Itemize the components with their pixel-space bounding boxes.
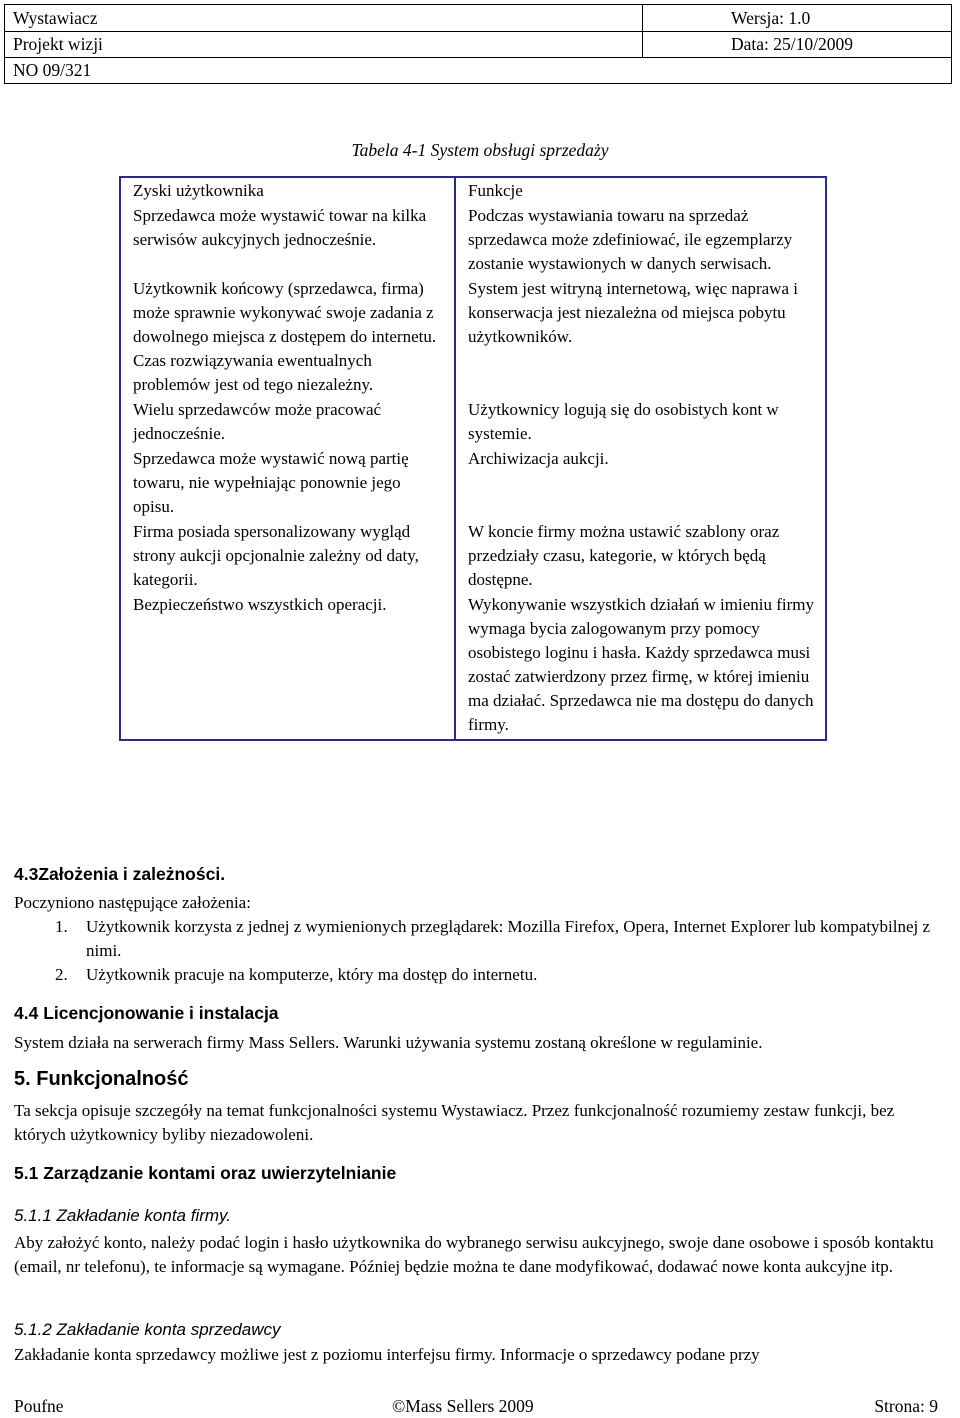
date-label: Data: 25/10/2009 xyxy=(731,34,853,54)
benefit-cell: Bezpieczeństwo wszystkich operacji. xyxy=(120,592,455,740)
document-type: Projekt wizji xyxy=(13,34,103,54)
section-5-1-2-text: Zakładanie konta sprzedawcy możliwe jest z poziomu interfejsu firmy. Informacje o sprzedawcy podane przy xyxy=(14,1345,760,1364)
section-4-3-intro: Poczyniono następujące założenia: xyxy=(14,893,251,912)
table-row xyxy=(120,592,826,740)
header-row-3 xyxy=(5,57,951,83)
page-footer xyxy=(14,1396,946,1418)
sales-system-table xyxy=(119,176,827,741)
table-row xyxy=(120,276,826,397)
benefit-cell: Wielu sprzedawców może pracować jednocześnie. xyxy=(120,397,455,446)
table-header-row xyxy=(120,177,826,203)
feature-cell: System jest witryną internetową, więc naprawa i konserwacja jest niezależna od miejsca pobytu użytkowników. xyxy=(468,279,798,346)
table-row xyxy=(120,397,826,446)
copyright-label: ©Mass Sellers 2009 xyxy=(392,1396,534,1416)
benefit-cell: Użytkownik końcowy (sprzedawca, firma) może sprawnie wykonywać swoje zadania z dowolnego miejsca z dostępem do internetu. Czas rozwiązywania ewentualnych problemów jest od tego niezależny. xyxy=(120,276,455,397)
col-header-features: Funkcje xyxy=(468,181,523,200)
product-name: Wystawiacz xyxy=(13,8,98,28)
section-4-4-heading: 4.4 Licencjonowanie i instalacja xyxy=(14,1003,279,1023)
feature-cell: W koncie firmy można ustawić szablony oraz przedziały czasu, kategorie, w których będą dostępne. xyxy=(468,522,780,589)
section-5-text: Ta sekcja opisuje szczegóły na temat funkcjonalności systemu Wystawiacz. Przez funkcjonalność rozumiemy zestaw funkcji, bez których użytkownicy byliby niezadowoleni. xyxy=(14,1101,895,1144)
list-item: 2. Użytkownik pracuje na komputerze, który ma dostęp do internetu. xyxy=(72,963,946,987)
document-header xyxy=(4,4,952,84)
feature-cell: Podczas wystawiania towaru na sprzedaż sprzedawca może zdefiniować, ile egzemplarzy zostanie wystawionych w danych serwisach. xyxy=(468,206,793,273)
section-5-1-2-heading: 5.1.2 Zakładanie konta sprzedawcy xyxy=(14,1320,281,1339)
header-row-1 xyxy=(5,5,951,32)
assumptions-list xyxy=(14,915,946,987)
section-5-1-2 xyxy=(14,1320,946,1367)
section-4-4 xyxy=(14,1003,946,1055)
feature-cell: Archiwizacja aukcji. xyxy=(468,449,609,468)
header-divider xyxy=(642,5,643,57)
col-header-benefits: Zyski użytkownika xyxy=(120,177,455,203)
confidentiality-label: Poufne xyxy=(14,1396,64,1416)
section-5-1-1 xyxy=(14,1206,946,1279)
document-number: NO 09/321 xyxy=(13,60,92,80)
section-4-3-heading: 4.3Założenia i zależności. xyxy=(14,864,226,884)
feature-cell: Wykonywanie wszystkich działań w imieniu firmy wymaga bycia zalogowanym przy pomocy osobistego loginu i hasła. Każdy sprzedawca musi zostać zatwierdzony przez firmę, w której imieniu ma działać. Sprzedawca nie ma dostępu do danych firmy. xyxy=(468,595,814,734)
table-row xyxy=(120,446,826,519)
version-label: Wersja: 1.0 xyxy=(731,8,811,28)
section-5 xyxy=(14,1068,946,1147)
benefit-cell: Sprzedawca może wystawić towar na kilka serwisów aukcyjnych jednocześnie. xyxy=(120,203,455,276)
section-5-1-1-heading: 5.1.1 Zakładanie konta firmy. xyxy=(14,1206,232,1225)
table-row xyxy=(120,519,826,592)
section-5-1-heading: 5.1 Zarządzanie kontami oraz uwierzytelnianie xyxy=(14,1163,397,1183)
page-number: Strona: 9 xyxy=(874,1396,938,1416)
section-5-1-1-text: Aby założyć konto, należy podać login i hasło użytkownika do wybranego serwisu aukcyjnego, swoje dane osobowe i sposób kontaktu (email, nr telefonu), te informacje są wymagane. Później będzie można te dane modyfikować, dodawać nowe konta aukcyjne itp. xyxy=(14,1233,934,1276)
list-item: 1. Użytkownik korzysta z jednej z wymienionych przeglądarek: Mozilla Firefox, Opera, Internet Explorer lub kompatybilnej z nimi. xyxy=(72,915,946,963)
table-row xyxy=(120,203,826,276)
section-4-4-text: System działa na serwerach firmy Mass Sellers. Warunki używania systemu zostaną określone w regulaminie. xyxy=(14,1033,763,1052)
benefit-cell: Sprzedawca może wystawić nową partię towaru, nie wypełniając ponownie jego opisu. xyxy=(120,446,455,519)
section-5-heading: 5. Funkcjonalność xyxy=(14,1068,189,1090)
header-row-2 xyxy=(5,31,951,58)
section-4-3 xyxy=(14,864,946,987)
section-5-1 xyxy=(14,1163,946,1184)
benefit-cell: Firma posiada spersonalizowany wygląd strony aukcji opcjonalnie zależny od daty, kategorii. xyxy=(120,519,455,592)
feature-cell: Użytkownicy logują się do osobistych kont w systemie. xyxy=(468,400,779,443)
table-caption: Tabela 4-1 System obsługi sprzedaży xyxy=(351,140,609,160)
